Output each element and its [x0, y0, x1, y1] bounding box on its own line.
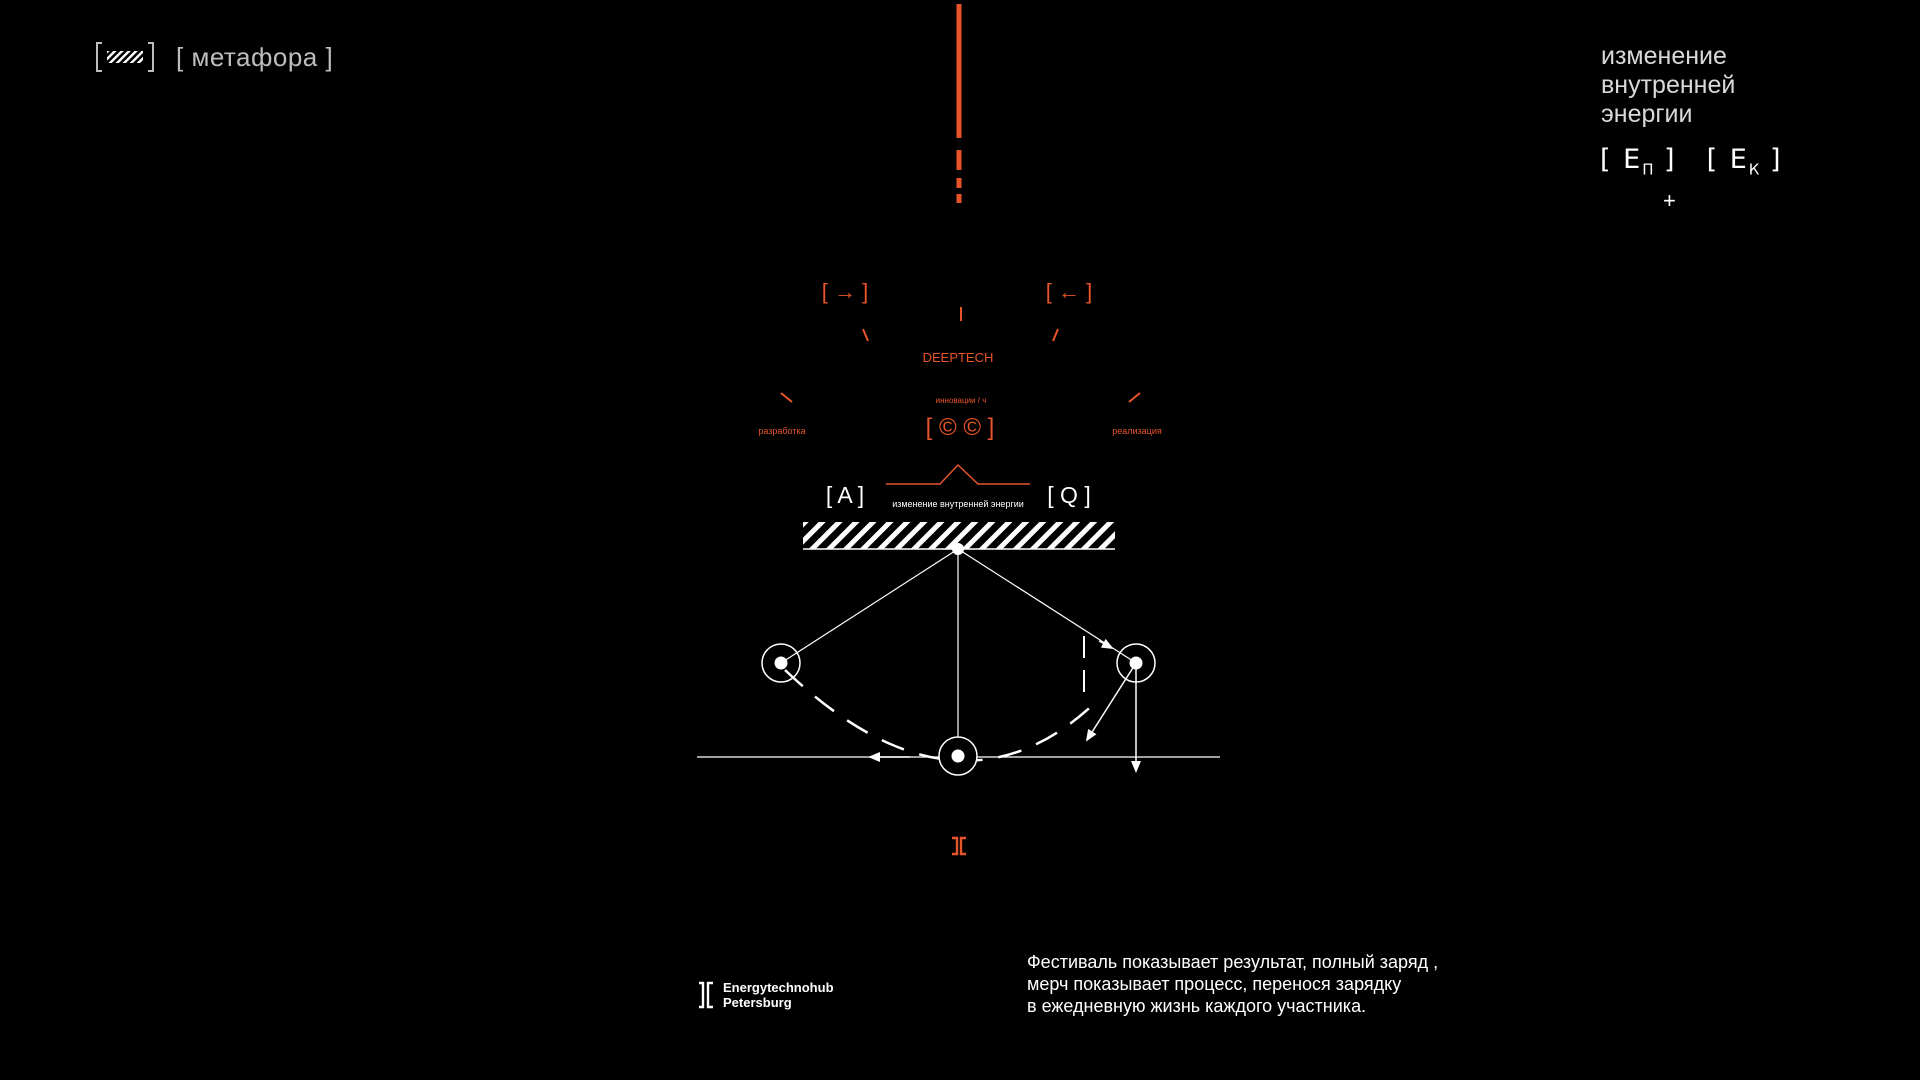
development-label: разработка	[758, 426, 806, 436]
plus-sign: +	[1663, 188, 1676, 213]
brand-name: Energytechnohub Petersburg	[723, 980, 834, 1010]
deeptech-label: DEEPTECH	[922, 350, 994, 365]
energy-change-title: изменение внутренней энергии	[1601, 42, 1736, 128]
footer-description: Фестиваль показывает результат, полный заряд , мерч показывает процесс, перенося зарядку в ежедневную жизнь каждого участника.	[1027, 952, 1439, 1016]
work-bracket-label: [ A ]	[825, 482, 865, 508]
arrow-in-label: [ → ]	[821, 279, 869, 304]
copyright-pair-label: [ © © ]	[925, 414, 995, 441]
bob-left	[762, 644, 800, 682]
bob-center	[939, 737, 977, 775]
arrow-out-label: [ ← ]	[1045, 279, 1093, 304]
pendulum-strings	[781, 549, 1136, 756]
footer-brand	[697, 980, 834, 1010]
header-label: [ метафора ]	[176, 41, 334, 72]
potential-energy-term: [ $E_П$ ]	[1600, 144, 1677, 179]
realization-label: реализация	[1112, 426, 1162, 436]
brand-mark-icon	[952, 838, 966, 854]
pivot-point	[952, 543, 964, 555]
brand-bracket-icon	[697, 981, 715, 1009]
force-vectors	[870, 641, 1136, 771]
heat-bracket-label: [ Q ]	[1047, 482, 1091, 508]
energy-change-caption: изменение внутренней энергии	[892, 499, 1024, 509]
kinetic-energy-term: [ $E_К$ ]	[1706, 144, 1783, 179]
innovations-label: инновации / ч	[935, 396, 987, 405]
energy-bump-line	[886, 465, 1030, 484]
